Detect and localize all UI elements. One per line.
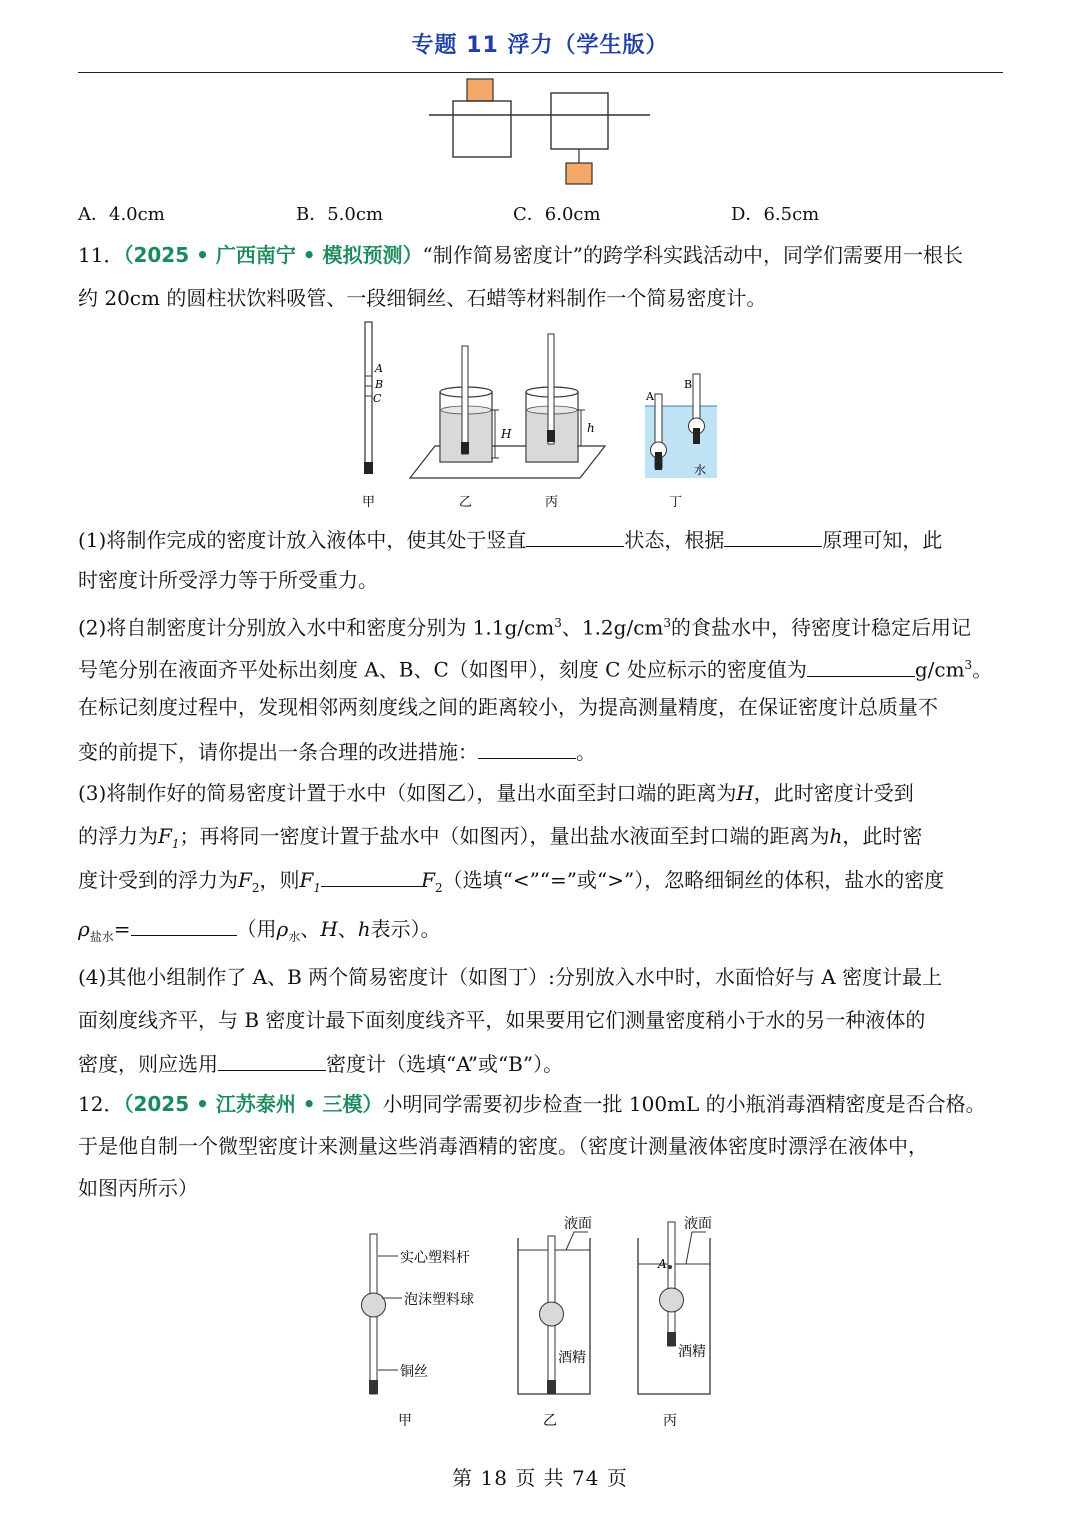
q10-option-b[interactable]: B．5.0cm [296,204,384,225]
label-wire: 铜丝 [400,1364,428,1380]
page-title: 专题 11 浮力（学生版） [411,33,669,58]
q11-part2-line4: 变的前提下，请你提出一条合理的改进措施： 。 [78,740,596,764]
densitometer-jia [365,322,372,472]
label-alcohol-yi: 酒精 [558,1350,586,1366]
q11-intro-line2: 约 20cm 的圆柱状饮料吸管、一段细铜丝、石蜡等材料制作一个简易密度计。 [78,286,767,310]
q11-part2-line2: 号笔分别在液面齐平处标出刻度 A、B、C（如图甲），刻度 C 处应标示的密度值为 $g/cm^3$。 [78,657,993,682]
label-jia: 甲 [362,495,376,510]
label-B: B [375,378,384,391]
header-rule [78,72,1003,73]
blank-2[interactable] [724,526,822,547]
blank-3[interactable] [807,656,915,677]
box-left [453,101,511,157]
label-h: h [587,421,595,435]
label-alcohol-bing: 酒精 [678,1344,706,1360]
q11-intro-line1: 11．（2025 • 广西南宁 • 模拟预测）“制作简易密度计”的跨学科实践活动中，同学们需要用一根长 [78,243,963,267]
blank-7[interactable] [218,1050,326,1071]
q11-part1-line1: (1)将制作完成的密度计放入液体中，使其处于竖直 状态，根据 原理可知，此 [78,528,943,552]
label-yi: 乙 [459,495,473,510]
label-A: A [375,362,383,375]
label-bing-A: A [658,1257,667,1271]
blank-4[interactable] [478,738,576,759]
q10-option-c[interactable]: C．6.0cm [513,204,601,225]
block-hanging [566,163,592,184]
label-ball: 泡沫塑料球 [404,1292,474,1308]
label-surface-bing: 液面 [684,1216,712,1232]
blank-1[interactable] [526,526,624,547]
q10-option-d[interactable]: D．6.5cm [731,204,820,225]
q11-part4-line2: 面刻度线齐平，与 B 密度计最下面刻度线齐平，如果要用它们测量密度稍小于水的另一种液体的 [78,1008,926,1032]
blank-6[interactable] [131,915,237,936]
q12-figure [360,1210,730,1435]
label-C: C [373,392,382,405]
q11-part4-line3: 密度，则应选用 密度计（选填“A”或“B”）。 [78,1052,564,1076]
q12-intro-line2: 于是他自制一个微型密度计来测量这些消毒酒精的密度。（密度计测量液体密度时漂浮在液体中， [78,1134,928,1158]
q12-source: （2025 • 江苏泰州 • 三模） [123,1092,383,1116]
label-bing: 丙 [663,1413,677,1429]
q11-part3-line1: (3)将制作好的简易密度计置于水中（如图乙），量出水面至封口端的距离为H，此时密度计受到 [78,781,914,805]
label-ding-A: A [646,390,654,403]
label-H: H [501,427,512,441]
label-ding-B: B [684,378,693,391]
q11-part1-line2: 时密度计所受浮力等于所受重力。 [78,568,378,592]
q11-source: （2025 • 广西南宁 • 模拟预测） [123,243,423,267]
label-rod: 实心塑料杆 [400,1250,470,1266]
box-right [551,93,608,149]
label-yi: 乙 [543,1413,557,1429]
label-bing: 丙 [545,495,559,510]
block-top [467,79,493,101]
q11-part4-line1: (4)其他小组制作了 A、B 两个简易密度计（如图丁）:分别放入水中时，水面恰好与 A 密度计最上 [78,965,943,989]
q12-intro-line3: 如图丙所示） [78,1176,198,1200]
q11-part2-line3: 在标记刻度过程中，发现相邻两刻度线之间的距离较小，为提高测量精度，在保证密度计总质量不 [78,695,938,719]
q11-part3-line3: 度计受到的浮力为$F_2$，则$F_1$ $F_2$（选填“<”“=”或“>”），忽略细铜丝的体积，盐水的密度 [78,868,945,895]
page-footer: 第 18 页 共 74 页 [452,1466,628,1490]
q11-figure [355,318,725,513]
q10-figure [425,75,655,190]
blank-5[interactable] [321,866,421,887]
q11-part2-line1: (2)将自制密度计分别放入水中和密度分别为 $1.1g/cm^3$、$1.2g/cm^3$的食盐水中，待密度计稳定后用记 [78,615,971,640]
q11-part3-line2: 的浮力为$F_1$；再将同一密度计置于盐水中（如图丙），量出盐水液面至封口端的距离为h，此时密 [78,824,923,851]
label-ding: 丁 [669,495,683,510]
q12-intro-line1: 12．（2025 • 江苏泰州 • 三模）小明同学需要初步检查一批 100mL 的小瓶消毒酒精密度是否合格。 [78,1092,986,1116]
q10-option-a[interactable]: A．4.0cm [78,204,165,225]
q11-part3-line4: $\rho_{盐水}=$ （用$\rho_水$、H、h表示）。 [78,917,441,944]
label-surface-yi: 液面 [564,1216,592,1232]
label-water: 水 [694,463,707,477]
label-jia: 甲 [398,1413,412,1429]
